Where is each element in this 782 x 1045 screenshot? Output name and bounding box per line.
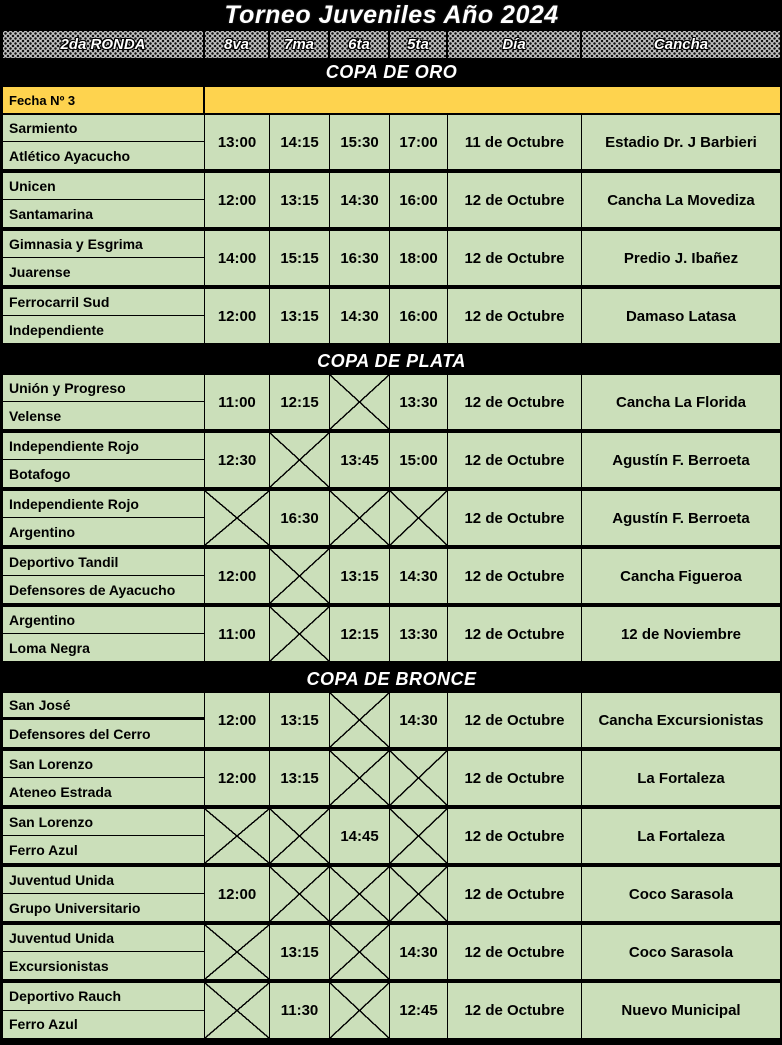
time-5ta — [390, 491, 448, 545]
match-row — [3, 375, 780, 433]
home-team: Unión y Progreso — [3, 375, 204, 402]
time-5ta: 14:30 — [390, 925, 448, 979]
teams-cell — [3, 607, 205, 661]
home-team: Unicen — [3, 173, 204, 200]
time-6ta: 13:45 — [330, 433, 390, 487]
header-7ma: 7ma — [270, 31, 328, 58]
away-team: Grupo Universitario — [9, 899, 141, 916]
away-team: Argentino — [9, 523, 76, 540]
time-6ta — [330, 693, 390, 747]
match-day: 12 de Octubre — [448, 867, 582, 921]
time-6ta — [330, 375, 390, 429]
teams-cell — [3, 289, 205, 343]
section-bar — [3, 665, 780, 693]
time-5ta: 13:30 — [390, 375, 448, 429]
teams-cell — [3, 983, 205, 1038]
time-5ta — [390, 809, 448, 863]
match-venue: Cancha La Florida — [615, 393, 747, 411]
match-row — [3, 173, 780, 231]
time-7ma: 13:15 — [270, 173, 330, 227]
away-team: Velense — [9, 407, 62, 424]
match-venue: Coco Sarasola — [628, 885, 734, 903]
match-venue: Coco Sarasola — [628, 943, 734, 961]
home-team: Deportivo Rauch — [3, 983, 204, 1011]
header-cancha: Cancha — [582, 31, 780, 58]
time-7ma: 11:30 — [270, 983, 330, 1038]
teams-cell — [3, 173, 205, 227]
table-body — [3, 58, 780, 1045]
match-row — [3, 751, 780, 809]
time-7ma: 13:15 — [270, 693, 330, 747]
time-5ta: 14:30 — [390, 693, 448, 747]
time-7ma — [270, 867, 330, 921]
teams-cell — [3, 925, 205, 979]
time-8va: 12:00 — [205, 867, 270, 921]
away-team: Independiente — [9, 321, 104, 338]
time-8va: 12:00 — [205, 693, 270, 747]
time-7ma: 12:15 — [270, 375, 330, 429]
time-8va — [205, 809, 270, 863]
time-5ta: 13:30 — [390, 607, 448, 661]
time-8va: 12:00 — [205, 289, 270, 343]
time-7ma: 15:15 — [270, 231, 330, 285]
match-venue: Agustín F. Berroeta — [612, 509, 750, 527]
match-row — [3, 693, 780, 751]
section-bar — [3, 58, 780, 86]
match-day: 12 de Octubre — [448, 925, 582, 979]
away-team: Defensores de Ayacucho — [9, 581, 176, 598]
match-day: 12 de Octubre — [448, 231, 582, 285]
home-team: Deportivo Tandil — [3, 549, 204, 576]
page-title: Torneo Juveniles Año 2024 — [3, 0, 780, 30]
match-row — [3, 549, 780, 607]
home-team: San Lorenzo — [3, 751, 204, 778]
time-7ma — [270, 809, 330, 863]
teams-cell — [3, 231, 205, 285]
time-8va: 12:00 — [205, 549, 270, 603]
match-venue: Damaso Latasa — [625, 307, 737, 325]
teams-cell — [3, 809, 205, 863]
match-day: 12 de Octubre — [448, 983, 582, 1038]
time-8va — [205, 491, 270, 545]
time-8va: 11:00 — [205, 375, 270, 429]
teams-cell — [3, 491, 205, 545]
time-6ta — [330, 867, 390, 921]
match-day: 12 de Octubre — [448, 173, 582, 227]
section-title: COPA DE PLATA — [317, 350, 466, 371]
home-team: Gimnasia y Esgrima — [3, 231, 204, 258]
away-team: Loma Negra — [9, 639, 90, 656]
home-team: Juventud Unida — [3, 925, 204, 952]
match-day: 12 de Octubre — [448, 751, 582, 805]
time-7ma — [270, 549, 330, 603]
match-row — [3, 231, 780, 289]
time-6ta: 14:30 — [330, 289, 390, 343]
time-6ta: 14:45 — [330, 809, 390, 863]
match-row — [3, 115, 780, 173]
teams-cell — [3, 549, 205, 603]
time-7ma: 13:15 — [270, 925, 330, 979]
time-5ta: 15:00 — [390, 433, 448, 487]
teams-cell — [3, 375, 205, 429]
home-team: Argentino — [3, 607, 204, 634]
time-5ta: 16:00 — [390, 173, 448, 227]
section-title: COPA DE ORO — [325, 61, 458, 82]
home-team: San José — [3, 693, 204, 720]
time-8va: 11:00 — [205, 607, 270, 661]
away-team: Ferro Azul — [9, 841, 78, 858]
time-8va: 12:00 — [205, 173, 270, 227]
home-team: Juventud Unida — [3, 867, 204, 894]
time-5ta: 17:00 — [390, 115, 448, 169]
time-8va — [205, 983, 270, 1038]
match-row — [3, 925, 780, 983]
fecha-label: Fecha Nº 3 — [3, 87, 205, 113]
time-7ma — [270, 607, 330, 661]
header-dia: Día — [448, 31, 580, 58]
time-6ta — [330, 983, 390, 1038]
match-day: 12 de Octubre — [448, 809, 582, 863]
home-team: Independiente Rojo — [3, 491, 204, 518]
header-5ta: 5ta — [390, 31, 446, 58]
match-row — [3, 867, 780, 925]
away-team: Botafogo — [9, 465, 71, 482]
home-team: Ferrocarril Sud — [3, 289, 204, 316]
match-day: 12 de Octubre — [448, 607, 582, 661]
teams-cell — [3, 433, 205, 487]
teams-cell — [3, 867, 205, 921]
match-day: 12 de Octubre — [448, 693, 582, 747]
away-team: Juarense — [9, 263, 71, 280]
time-6ta: 13:15 — [330, 549, 390, 603]
match-venue: Cancha La Movediza — [607, 191, 755, 209]
match-day: 11 de Octubre — [448, 115, 582, 169]
time-6ta: 12:15 — [330, 607, 390, 661]
match-day: 12 de Octubre — [448, 375, 582, 429]
match-venue: Estadio Dr. J Barbieri — [605, 133, 757, 151]
time-5ta: 14:30 — [390, 549, 448, 603]
time-5ta — [390, 867, 448, 921]
teams-cell — [3, 693, 205, 747]
header-8va: 8va — [205, 31, 268, 58]
time-6ta — [330, 491, 390, 545]
column-header-row — [3, 30, 780, 58]
away-team: Defensores del Cerro — [9, 725, 151, 742]
match-row — [3, 983, 780, 1041]
match-day: 12 de Octubre — [448, 433, 582, 487]
match-venue: Cancha Figueroa — [620, 567, 742, 585]
time-8va: 14:00 — [205, 231, 270, 285]
away-team: Atlético Ayacucho — [9, 147, 131, 164]
time-7ma: 14:15 — [270, 115, 330, 169]
time-6ta — [330, 925, 390, 979]
time-5ta: 18:00 — [390, 231, 448, 285]
match-venue: La Fortaleza — [637, 769, 725, 787]
teams-cell — [3, 751, 205, 805]
time-5ta: 16:00 — [390, 289, 448, 343]
match-row — [3, 607, 780, 665]
time-8va: 12:00 — [205, 751, 270, 805]
match-row — [3, 809, 780, 867]
match-day: 12 de Octubre — [448, 491, 582, 545]
time-7ma — [270, 433, 330, 487]
time-7ma: 13:15 — [270, 751, 330, 805]
time-5ta — [390, 751, 448, 805]
fecha-spacer — [205, 87, 780, 113]
teams-cell — [3, 115, 205, 169]
away-team: Ferro Azul — [9, 1016, 78, 1033]
home-team: Independiente Rojo — [3, 433, 204, 460]
match-venue: Agustín F. Berroeta — [612, 451, 750, 469]
time-6ta: 14:30 — [330, 173, 390, 227]
match-venue: Cancha Excursionistas — [598, 711, 764, 729]
section-title: COPA DE BRONCE — [306, 668, 477, 689]
time-6ta — [330, 751, 390, 805]
time-5ta: 12:45 — [390, 983, 448, 1038]
match-row — [3, 491, 780, 549]
time-7ma: 13:15 — [270, 289, 330, 343]
match-day: 12 de Octubre — [448, 549, 582, 603]
match-row — [3, 433, 780, 491]
header-6ta: 6ta — [330, 31, 388, 58]
match-row — [3, 289, 780, 347]
match-venue: La Fortaleza — [637, 827, 725, 845]
match-venue: Predio J. Ibañez — [623, 249, 739, 267]
time-8va: 12:30 — [205, 433, 270, 487]
time-8va: 13:00 — [205, 115, 270, 169]
away-team: Excursionistas — [9, 957, 109, 974]
away-team: Ateneo Estrada — [9, 783, 112, 800]
match-venue: Nuevo Municipal — [621, 1002, 741, 1019]
section-bar — [3, 347, 780, 375]
match-day: 12 de Octubre — [448, 289, 582, 343]
home-team: San Lorenzo — [3, 809, 204, 836]
fecha-row — [3, 86, 780, 115]
time-8va — [205, 925, 270, 979]
time-6ta: 16:30 — [330, 231, 390, 285]
match-venue: 12 de Noviembre — [620, 625, 742, 643]
away-team: Santamarina — [9, 205, 94, 222]
home-team: Sarmiento — [3, 115, 204, 142]
header-round: 2da RONDA — [3, 31, 203, 58]
time-6ta: 15:30 — [330, 115, 390, 169]
time-7ma: 16:30 — [270, 491, 330, 545]
